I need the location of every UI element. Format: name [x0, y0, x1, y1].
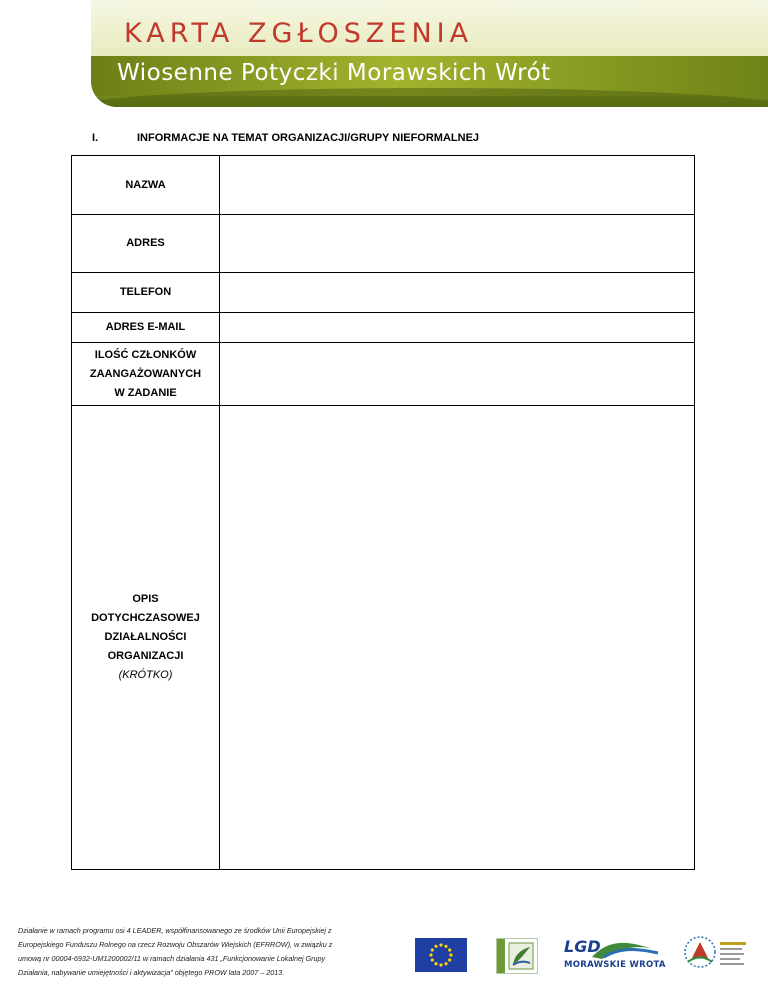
lgd-morawskie-wrota-logo — [562, 935, 672, 973]
form-field-nazwa[interactable] — [220, 156, 695, 215]
form-row-email — [72, 313, 695, 343]
form-row-description — [72, 406, 695, 870]
footer-line-3: umową nr 00004-6932-UM1200002/11 w ramach działania 431 „Funkcjonowanie Lokalnej Grupy — [18, 954, 326, 963]
form-row-telefon — [72, 273, 695, 313]
form-row-members — [72, 343, 695, 406]
form-field-members[interactable] — [220, 343, 695, 406]
form-label-adres: ADRES — [72, 215, 220, 273]
eu-flag-icon — [415, 938, 467, 972]
footer-line-2: Europejskiego Funduszu Rolnego na rzecz Rozwoju Obszarów Wiejskich (EFRROW), w związku z — [18, 940, 333, 949]
section-number: I. — [92, 132, 99, 144]
form-field-description[interactable] — [220, 406, 695, 870]
form-label-nazwa: NAZWA — [72, 156, 220, 215]
leader-logo — [496, 938, 538, 974]
form-label-description — [72, 406, 220, 870]
lgd-logo-subtext: MORAWSKIE WROTA — [564, 960, 666, 970]
footer-funding-note — [18, 924, 398, 980]
form-field-email[interactable] — [220, 313, 695, 343]
form-label-description-line1: OPIS — [132, 593, 159, 605]
form-row-nazwa — [72, 156, 695, 215]
page-subtitle: Wiosenne Potyczki Morawskich Wrót — [117, 60, 551, 86]
footer-line-1: Działanie w ramach programu osi 4 LEADER, współfinansowanego ze środków Unii Europejskiej z — [18, 926, 332, 935]
form-label-description-line2: DOTYCHCZASOWEJ — [91, 612, 200, 624]
prow-logo — [680, 932, 750, 974]
form-label-members-line3: W ZADANIE — [114, 386, 177, 399]
form-label-members — [72, 343, 220, 406]
form-row-adres — [72, 215, 695, 273]
footer-line-4: Działania, nabywanie umiejętności i aktywizacja" objętego PROW lata 2007 – 2013. — [18, 968, 285, 977]
form-field-adres[interactable] — [220, 215, 695, 273]
form-field-telefon[interactable] — [220, 273, 695, 313]
page-title: KARTA ZGŁOSZENIA — [124, 18, 474, 49]
lgd-logo-text: LGD — [564, 937, 601, 956]
form-label-members-line2: ZAANGAŻOWANYCH — [89, 367, 202, 380]
header-banner — [91, 0, 768, 107]
form-label-description-note: (KRÓTKO) — [118, 669, 173, 681]
section-title: INFORMACJE NA TEMAT ORGANIZACJI/GRUPY NIEFORMALNEJ — [137, 132, 480, 144]
form-label-description-line3: DZIAŁALNOŚCI — [104, 631, 187, 643]
form-label-members-line1: ILOŚĆ CZŁONKÓW — [94, 348, 197, 361]
form-label-email: ADRES E-MAIL — [72, 313, 220, 343]
registration-form-table — [71, 155, 695, 870]
form-label-telefon: TELEFON — [72, 273, 220, 313]
form-label-description-line4: ORGANIZACJI — [107, 650, 184, 662]
